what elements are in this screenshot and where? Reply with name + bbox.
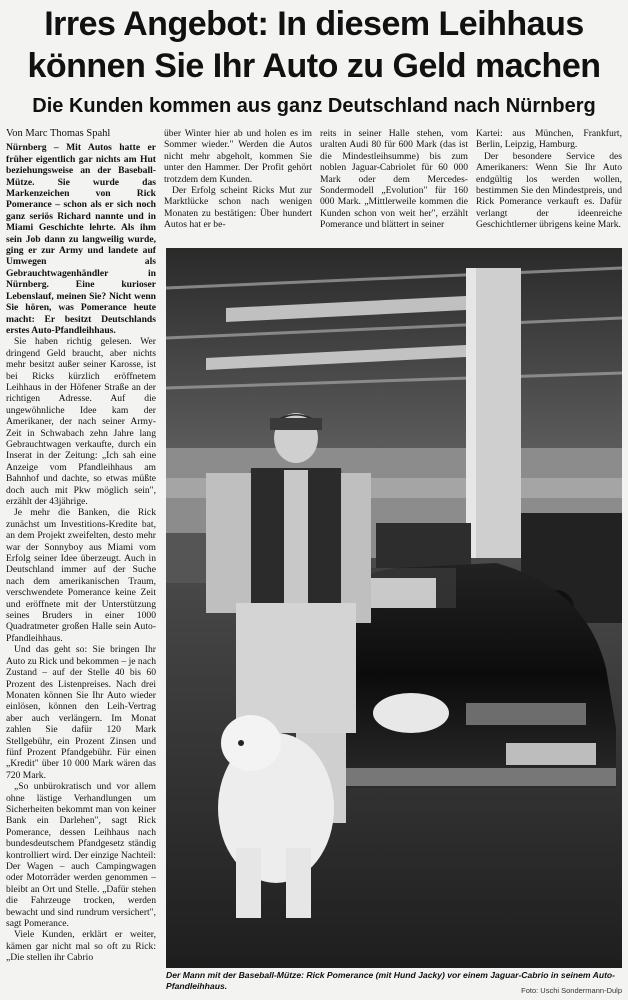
headline-line-1: Irres Angebot: In diesem Leihhaus xyxy=(44,5,584,43)
photo-illustration xyxy=(166,248,622,968)
body-paragraph: Je mehr die Banken, die Rick zunächst um Investitions-Kredite bat, an dem Projekt zweifelten, desto mehr war der Sonnyboy aus Miami vom Erfolg seiner Idee überzeugt. Auch in Deutschland immer auf der Suche nach dem amerikanischen Traum, verschwendete Pomerance keine Zeit und eröffnete mit der Unterstützung seines Bruders in einer 1000 Quadratmeter großen Halle sein Auto-Pfandleihhaus. xyxy=(6,507,156,644)
article-column-1 xyxy=(6,128,156,1000)
article-column-3 xyxy=(320,128,468,248)
lead-paragraph: Nürnberg – Mit Autos hatte er früher eigentlich gar nichts am Hut beziehungsweise an der Baseball-Mütze. Sie wurde das Markenzeichen von Rick Pomerance – schon als er sich noch ganz seriös Richard nannte und in Miami Geschichte lehrte. Als ihm sein Job dann zu langweilig wurde, ging er zur Army und landete auf Umwegen als Gebrauchtwagenhändler in Nürnberg. Eine kurioser Lebenslauf, meinen Sie? Nicht wenn Sie hören, was Pomerance heute macht: Er besitzt Deutschlands erstes Auto-Pfandleihhaus. xyxy=(6,142,156,336)
article-photo xyxy=(166,248,622,968)
body-paragraph: Der Erfolg scheint Ricks Mut zur Marktlücke schon nach wenigen Monaten zu bestätigen: Über hundert Autos hat er be- xyxy=(164,185,312,231)
headline-line-2: können Sie Ihr Auto zu Geld machen xyxy=(27,47,601,85)
article-column-4 xyxy=(476,128,622,248)
photo-credit: Foto: Uschi Sondermann-Dulp xyxy=(521,986,622,995)
article-column-2 xyxy=(164,128,312,248)
body-paragraph: reits in seiner Halle stehen, vom uralten Audi 80 für 600 Mark (das ist die Mindestleihsumme) bis zum noblen Jaguar-Cabriolet für 60 000 Mark oder dem Mercedes-Sondermodell „Evolution" für 160 000 Mark. „Mittlerweile kommen die Kunden schon von weit her", erzählt Pomerance und blättert in seiner xyxy=(320,128,468,231)
photo-caption: Der Mann mit der Baseball-Mütze: Rick Pomerance (mit Hund Jacky) vor einem Jaguar-Cabrio in seinem Auto-Pfandleihhaus. xyxy=(166,970,616,991)
body-paragraph: Und das geht so: Sie bringen Ihr Auto zu Rick und bekommen – je nach Zustand – auf der Stelle 40 bis 60 Prozent des Listenpreises. Nach drei Monaten können Sie Ihr Auto wieder einlösen, können den Leih-Vertrag aber auch verlängern. Im Monat zahlen Sie dafür 120 Mark Stellgebühr, ein Prozent Zinsen und fünf Prozent Pfandgebühr. Für einen „Kredit" über 10 000 Mark wären das 720 Mark. xyxy=(6,644,156,781)
body-paragraph: über Winter hier ab und holen es im Sommer wieder." Werden die Autos nicht mehr abgeholt, kommen Sie unter den Hammer. Der Profit gehört trotzdem dem Kunden. xyxy=(164,128,312,185)
body-paragraph: „So unbürokratisch und vor allem ohne lästige Verhandlungen um Sicherheiten bekommt man von keiner Bank ein Darlehen", sagt Rick Pomerance, dessen Leihhaus nach bundesdeutschem Pfandgesetz ständig kontrolliert wird. Der einzige Nachteil: Der Wagen – auch Campingwagen oder Motorräder werden genommen – bleibt an Ort und Stelle. „Dafür stehen die Fahrzeuge trocken, werden bewacht und sind rundrum versichert", sagt Pomerance. xyxy=(6,781,156,930)
subheadline: Die Kunden kommen aus ganz Deutschland nach Nürnberg xyxy=(32,95,596,117)
body-paragraph: Kartei: aus München, Frankfurt, Berlin, Leipzig, Hamburg. xyxy=(476,128,622,151)
body-paragraph: Viele Kunden, erklärt er weiter, kämen gar nicht mal so oft zu Rick: „Die stellen ihr Cabrio xyxy=(6,929,156,964)
body-paragraph: Der besondere Service des Amerikaners: Wenn Sie Ihr Auto endgültig los werden wollen, bestimmen Sie den Mindestpreis, und Rick Pomerance verkauft es. Dafür verlangt der ideenreiche Geschichtlerner übrigens keine Mark. xyxy=(476,150,622,231)
body-paragraph: Sie haben richtig gelesen. Wer dringend Geld braucht, aber nichts mehr besitzt außer seiner Karosse, ist bei Ricks kürzlich eröffnetem Leihhaus in der Höfener Straße an der richtigen Adresse. Auf die ungewöhnliche Idee kam der Amerikaner, der nach seiner Army-Zeit in Schwabach zehn Jahre lang Gebrauchtwagen verkaufte, durch ein Inserat in der Zeitung: „Ich sah eine Anzeige vom Pfandleihhaus am Bahnhof und dachte, so etwas müßte doch auch mit Pkw möglich sein", erzählt der 43jährige. xyxy=(6,336,156,507)
byline: Von Marc Thomas Spahl xyxy=(6,128,111,139)
